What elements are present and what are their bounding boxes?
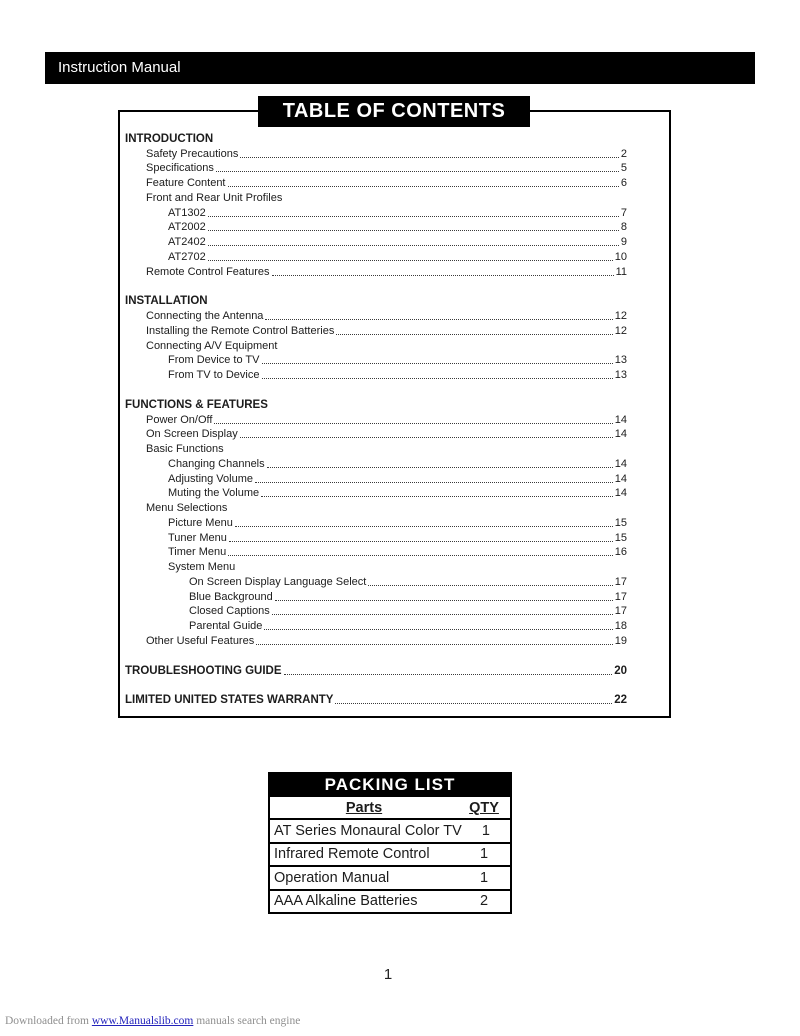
packing-list-title: PACKING LIST (268, 772, 512, 797)
toc-dot-leader (335, 703, 612, 704)
toc-dot-leader (262, 378, 613, 379)
packing-list-rows (270, 820, 510, 912)
toc-section-heading (125, 130, 627, 145)
toc-entry-label: Installing the Remote Control Batteries (146, 324, 335, 337)
packing-list-row (270, 891, 510, 913)
toc-section-heading (125, 396, 627, 411)
toc-dot-leader (262, 363, 613, 364)
toc-entry-label: AT2702 (168, 250, 206, 263)
toc-heading-label: LIMITED UNITED STATES WARRANTY (125, 694, 334, 707)
toc-title-bar (258, 96, 530, 127)
toc-entry (125, 366, 627, 381)
toc-heading-label: INTRODUCTION (125, 132, 214, 145)
packing-part-qty: 1 (479, 869, 489, 886)
toc-entry-page: 9 (620, 236, 627, 248)
toc-entry (125, 174, 627, 189)
page-number: 1 (383, 966, 393, 983)
toc-entry (125, 263, 627, 278)
toc-dot-leader (267, 467, 613, 468)
toc-entry-page: 2 (620, 147, 627, 160)
toc-entry-page: 17 (614, 605, 627, 618)
toc-entry-label: Timer Menu (168, 546, 227, 559)
toc-entry-page: 14 (614, 457, 627, 470)
toc-entry (125, 307, 627, 322)
toc-entry-page: 17 (614, 575, 627, 588)
toc-entry-page: 15 (614, 516, 627, 529)
packing-list-header-row (270, 797, 510, 820)
toc-entry-page: 7 (620, 206, 627, 219)
packing-list (268, 772, 512, 914)
toc-title: TABLE OF CONTENTS (282, 100, 506, 122)
toc-entry (125, 322, 627, 337)
toc-entry (125, 455, 627, 470)
toc-entry-label: Front and Rear Unit Profiles (146, 191, 283, 204)
toc-dot-leader (264, 629, 612, 630)
toc-entry-label: Remote Control Features (146, 265, 270, 278)
toc-entry-page: 8 (620, 221, 627, 234)
toc-entry-label: Blue Background (189, 590, 273, 603)
toc-entry-label: Parental Guide (189, 620, 263, 632)
toc-entry-page: 19 (614, 634, 627, 647)
footer (5, 1015, 300, 1027)
toc-dot-leader (208, 230, 619, 231)
toc-entry (125, 617, 627, 632)
toc-dot-leader (256, 644, 613, 645)
packing-list-row (270, 844, 510, 868)
toc-box (118, 110, 671, 718)
toc-entry-label: From Device to TV (168, 354, 260, 367)
toc-entry-page: 11 (615, 265, 627, 278)
toc-entry (125, 219, 627, 234)
toc-entry (125, 588, 627, 603)
toc-dot-leader (272, 614, 613, 615)
toc-entry (125, 485, 627, 500)
toc-entry-page: 14 (614, 428, 627, 441)
toc-entry-label: AT2402 (168, 236, 206, 248)
toc-entry-page: 13 (614, 354, 627, 367)
toc-dot-leader (208, 260, 613, 261)
toc-entry-page: 14 (614, 487, 627, 500)
packing-list-table (268, 797, 512, 914)
toc-entry (125, 145, 627, 160)
header-bar (45, 52, 755, 84)
toc-entry-page: 18 (614, 620, 627, 632)
toc-entry-label: AT1302 (168, 206, 206, 219)
toc-entry (125, 632, 627, 647)
toc-entry-label: From TV to Device (168, 369, 260, 381)
packing-part-qty: 1 (479, 846, 489, 863)
toc-dot-leader (208, 245, 619, 246)
packing-col-qty: QTY (469, 799, 499, 816)
toc-section-heading (125, 293, 627, 308)
packing-part-name: AT Series Monaural Color TV (274, 822, 462, 839)
footer-prefix-text: Downloaded from (5, 1015, 92, 1027)
toc-entry-page: 10 (614, 250, 627, 263)
toc-entry-label: Power On/Off (146, 413, 213, 426)
toc-entry-page: 13 (614, 369, 627, 381)
toc-entry-page: 16 (614, 546, 627, 559)
manualslib-link[interactable]: www.Manualslib.com (91, 1015, 194, 1027)
packing-list-row (270, 867, 510, 891)
toc-entry-label: Menu Selections (146, 502, 228, 514)
toc-entry (125, 499, 627, 514)
toc-entry-page: 17 (614, 590, 627, 603)
toc-dot-leader (208, 216, 619, 217)
toc-entry-page: 15 (614, 531, 627, 544)
toc-entry-label: Connecting A/V Equipment (146, 339, 278, 352)
toc-entry-label: On Screen Display Language Select (189, 575, 367, 588)
toc-entry (125, 470, 627, 485)
toc-heading-label: INSTALLATION (125, 295, 208, 308)
toc-entry-label: Specifications (146, 162, 214, 175)
toc-entry-label: Feature Content (146, 177, 226, 189)
toc-entry-page: 22 (614, 694, 627, 707)
toc-entry (125, 558, 627, 573)
toc-entry (125, 204, 627, 219)
toc-dot-leader (284, 674, 613, 675)
header-title: Instruction Manual (58, 59, 181, 76)
toc-entry (125, 352, 627, 367)
toc-entry (125, 544, 627, 559)
toc-heading-label: TROUBLESHOOTING GUIDE (125, 664, 282, 677)
toc-dot-leader (240, 437, 613, 438)
toc-entry-page: 12 (614, 310, 627, 322)
toc-dot-leader (336, 334, 612, 335)
footer-suffix-text: manuals search engine (193, 1015, 301, 1027)
toc-entry-label: Closed Captions (189, 605, 270, 618)
toc-entry-label: Connecting the Antenna (146, 310, 264, 322)
toc-entry (125, 529, 627, 544)
toc-entry (125, 337, 627, 352)
toc-section-heading (125, 662, 627, 677)
toc-entry-page: 14 (614, 472, 627, 485)
toc-dot-leader (272, 275, 614, 276)
toc-section-heading (125, 692, 627, 707)
toc-entry-label: On Screen Display (146, 428, 238, 441)
packing-part-qty: 2 (479, 893, 489, 910)
toc-entry (125, 573, 627, 588)
toc-dot-leader (275, 600, 613, 601)
toc-dot-leader (265, 319, 612, 320)
toc-entry (125, 189, 627, 204)
toc-dot-leader (229, 541, 613, 542)
toc-dot-leader (228, 186, 619, 187)
packing-part-qty: 1 (481, 822, 490, 839)
toc-entry-label: Safety Precautions (146, 147, 239, 160)
toc-entry-page: 5 (620, 162, 627, 175)
toc-dot-leader (214, 423, 612, 424)
toc-entry (125, 233, 627, 248)
toc-dot-leader (261, 496, 613, 497)
packing-col-parts: Parts (345, 799, 383, 816)
toc-dot-leader (368, 585, 612, 586)
toc-heading-label: FUNCTIONS & FEATURES (125, 398, 268, 411)
toc-entry (125, 160, 627, 175)
toc-entry-page: 20 (614, 664, 627, 677)
toc-entry-label: Picture Menu (168, 516, 233, 529)
toc-entry-page: 6 (620, 177, 627, 189)
toc-entry (125, 514, 627, 529)
toc-entry (125, 426, 627, 441)
toc-entry (125, 440, 627, 455)
packing-part-name: AAA Alkaline Batteries (274, 893, 418, 910)
toc-dot-leader (235, 526, 613, 527)
toc-entry-label: Tuner Menu (168, 531, 227, 544)
toc-entry (125, 603, 627, 618)
packing-list-row (270, 820, 510, 844)
toc-entry-page: 12 (614, 324, 627, 337)
packing-part-name: Infrared Remote Control (274, 846, 430, 863)
toc-dot-leader (240, 157, 619, 158)
toc-entry-label: AT2002 (168, 221, 206, 234)
toc-entry-label: Basic Functions (146, 443, 224, 455)
packing-part-name: Operation Manual (274, 869, 390, 886)
toc-entry (125, 248, 627, 263)
toc-entry-label: Other Useful Features (146, 634, 255, 647)
toc-content (120, 112, 669, 706)
toc-entry-label: Changing Channels (168, 457, 265, 470)
toc-entry-page: 14 (614, 413, 627, 426)
toc-dot-leader (216, 171, 619, 172)
toc-entry-label: Adjusting Volume (168, 472, 253, 485)
toc-dot-leader (255, 482, 613, 483)
toc-dot-leader (228, 555, 612, 556)
toc-entry-label: System Menu (168, 561, 236, 573)
toc-entry (125, 411, 627, 426)
toc-entry-label: Muting the Volume (168, 487, 260, 500)
